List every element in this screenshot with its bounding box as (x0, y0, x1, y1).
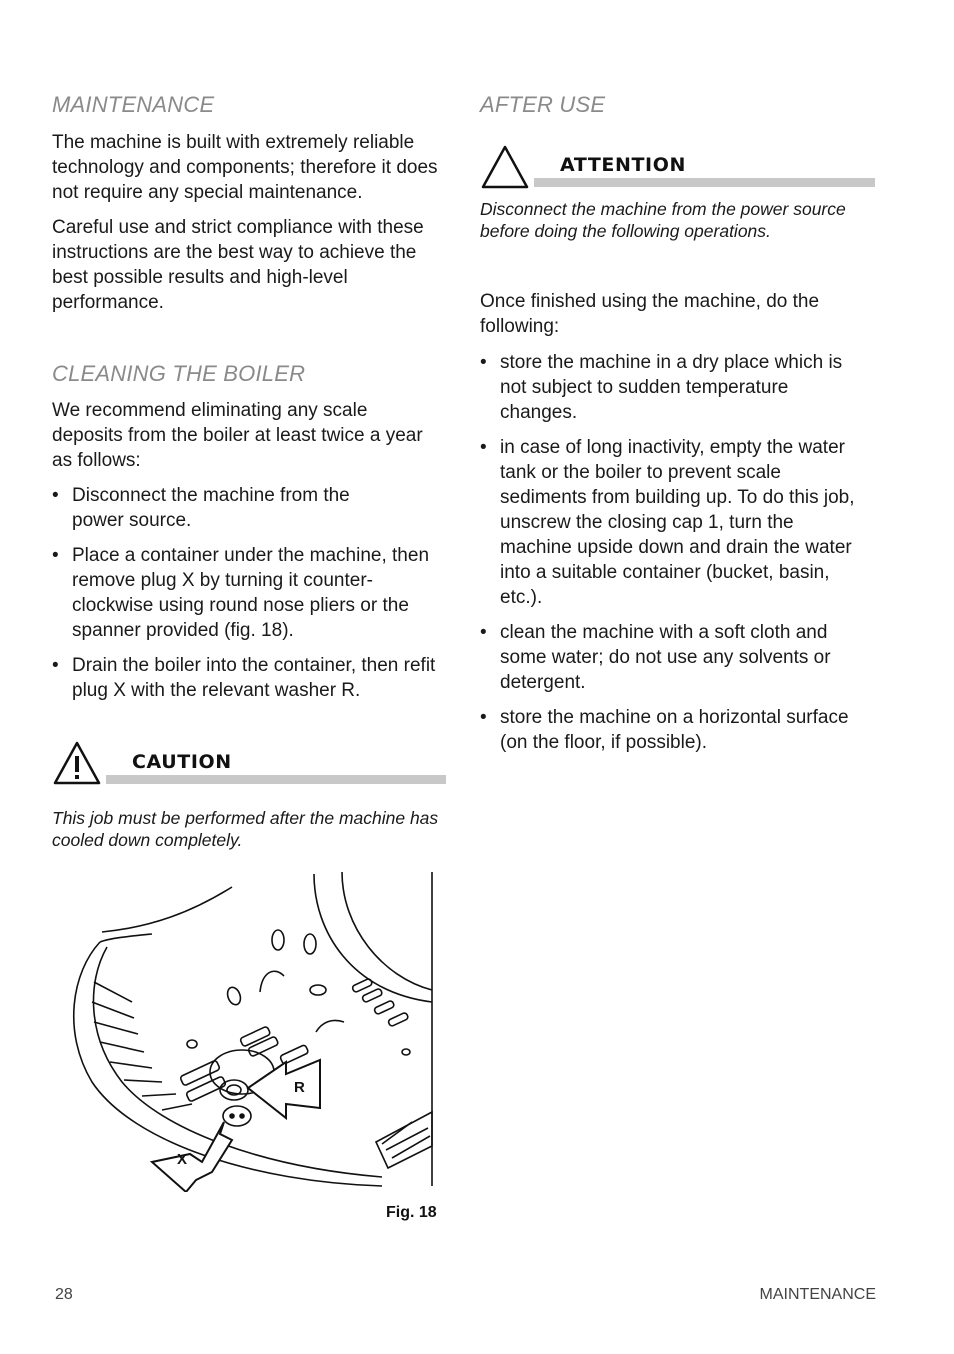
after-use-intro: Once finished using the machine, do the following: (480, 291, 820, 337)
warning-exclamation-icon (52, 740, 102, 786)
page-number: 28 (55, 1286, 73, 1303)
attention-header (480, 144, 880, 192)
warning-triangle-icon (480, 144, 530, 190)
list-item: • store the machine in a dry place which is not subject to sudden temperature changes. (480, 350, 864, 425)
cleaning-boiler-heading: CLEANING THE BOILER (52, 361, 306, 386)
caution-header (52, 740, 446, 788)
maintenance-paragraph-2: Careful use and strict compliance with these instructions are the best way to achieve the best possible results and high-level performance. (52, 217, 424, 313)
after-use-heading: AFTER USE (480, 92, 606, 117)
boiler-plug-figure (52, 872, 446, 1192)
caution-label: CAUTION (132, 751, 232, 773)
attention-text: Disconnect the machine from the power source before doing the following operations. (480, 199, 846, 241)
label-x: X (177, 1151, 188, 1168)
maintenance-paragraph-1: The machine is built with extremely reliable technology and components; therefore it does not require any special maintenance. (52, 132, 438, 203)
list-item: • in case of long inactivity, empty the water tank or the boiler to prevent scale sediments from building up. To do this job, unscrew the closing cap 1, turn the machine upside down and drain the water into a suitable container (bucket, basin, etc.). (480, 435, 870, 610)
attention-label: ATTENTION (560, 154, 686, 176)
after-use-steps-list (480, 350, 878, 765)
label-r: R (294, 1079, 305, 1096)
cleaning-intro: We recommend eliminating any scale deposits from the boiler at least twice a year as follows: (52, 400, 423, 471)
maintenance-heading: MAINTENANCE (52, 92, 215, 117)
caution-text: This job must be performed after the machine has cooled down completely. (52, 808, 439, 850)
list-item: • store the machine on a horizontal surface (on the floor, if possible). (480, 705, 878, 755)
footer-section-label: MAINTENANCE (759, 1286, 876, 1303)
figure-caption: Fig. 18 (386, 1204, 437, 1221)
caution-bar (106, 775, 446, 784)
list-item: • Disconnect the machine from the power source. (52, 483, 382, 533)
attention-bar (534, 178, 875, 187)
list-item: • clean the machine with a soft cloth and some water; do not use any solvents or detergent. (480, 620, 872, 695)
list-item: • Drain the boiler into the container, then refit plug X with the relevant washer R. (52, 653, 444, 703)
list-item: • Place a container under the machine, then remove plug X by turning it counter-clockwise using round nose pliers or the spanner provided (fig. 18). (52, 543, 444, 643)
cleaning-steps-list (52, 483, 444, 713)
